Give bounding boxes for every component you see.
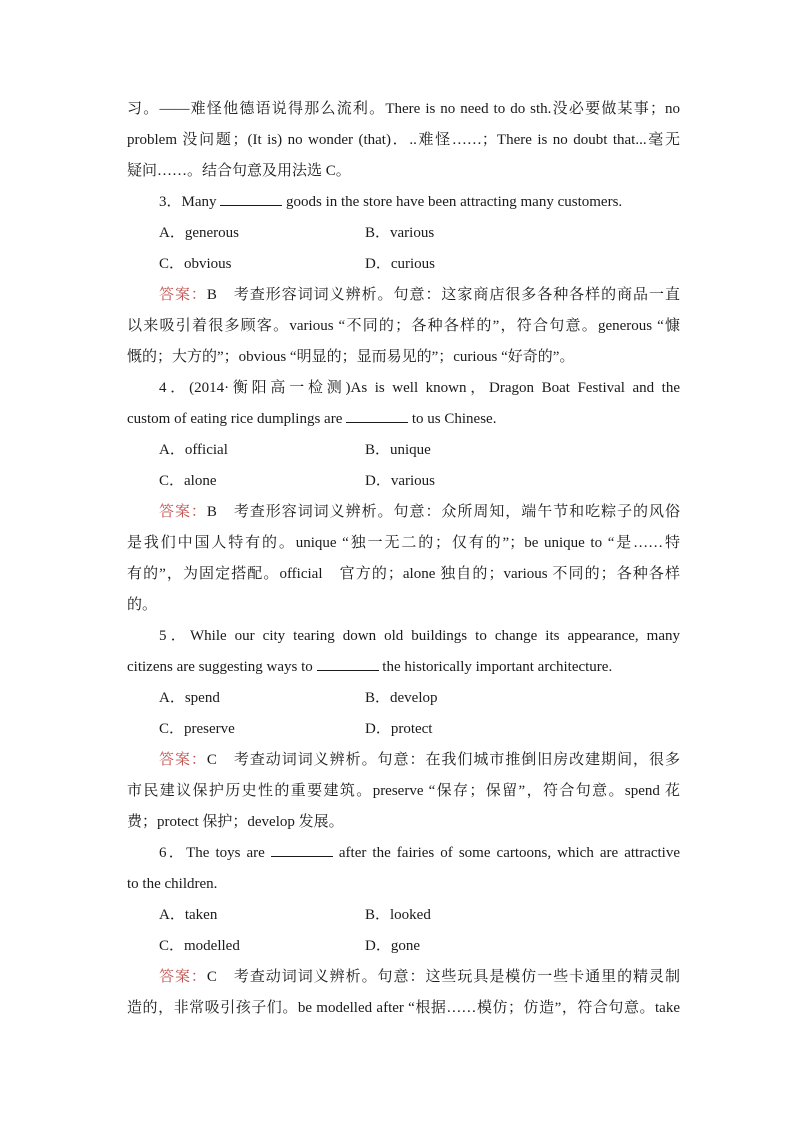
document-page <box>127 94 680 1024</box>
answer-text: C 考查动词词义辨析。句意：在我们城市推倒旧房改建期间，很多 <box>206 752 680 768</box>
question-text: citizens are suggesting ways to <box>127 659 317 675</box>
answer-line: 是我们中国人特有的。unique “独一无二的；仅有的”；be unique to “是……特 <box>127 535 680 551</box>
question-6-stem <box>127 838 680 869</box>
answer-line <box>127 962 680 993</box>
answer-label: 答案： <box>159 287 207 303</box>
option-b: B．unique <box>365 442 431 458</box>
answer-blank <box>346 407 408 423</box>
option-d: D．protect <box>365 721 433 737</box>
option-d: D．various <box>365 473 435 489</box>
options-row <box>127 218 680 249</box>
answer-blank <box>317 655 379 671</box>
text-line: problem 没问题；(It is) no wonder (that)．..难怪……；There is no doubt that...毫无 <box>127 132 680 148</box>
answer-blank <box>220 190 282 206</box>
question-text: goods in the store have been attracting many customers. <box>282 194 623 210</box>
answer-line: 的。 <box>127 597 158 613</box>
answer-line <box>127 497 680 528</box>
question-text: custom of eating rice dumplings are <box>127 411 347 427</box>
options-row <box>127 900 680 931</box>
option-d: D．curious <box>365 256 435 272</box>
question-6-stem-cont: to the children. <box>127 876 218 892</box>
option-c: C．preserve <box>159 721 235 737</box>
option-c: C．modelled <box>159 938 240 954</box>
options-row <box>127 714 680 745</box>
answer-line: 以来吸引着很多顾客。various “不同的；各种各样的”，符合句意。generous “慷 <box>127 318 680 334</box>
question-3-stem <box>127 187 680 218</box>
option-b: B．various <box>365 225 435 241</box>
answer-blank <box>271 841 333 857</box>
answer-label: 答案： <box>159 969 207 985</box>
question-5-stem-cont <box>127 652 680 683</box>
option-b: B．looked <box>365 907 431 923</box>
question-text: to us Chinese. <box>408 411 497 427</box>
question-4-stem: 4．(2014·衡阳高一检测)As is well known，Dragon Boat Festival and the <box>159 380 680 396</box>
answer-line: 有的”，为固定搭配。official 官方的；alone 独自的；various 不同的；各种各样 <box>127 566 680 582</box>
answer-line: 慨的；大方的”；obvious “明显的；显而易见的”；curious “好奇的”。 <box>127 349 575 365</box>
question-text: after the fairies of some cartoons, which are attractive <box>332 845 680 861</box>
answer-line <box>127 280 680 311</box>
text-line: 疑问……。结合句意及用法选 C。 <box>127 163 351 179</box>
options-row <box>127 249 680 280</box>
options-row <box>127 931 680 962</box>
option-a: A．spend <box>159 690 220 706</box>
answer-line: 费；protect 保护；develop 发展。 <box>127 814 344 830</box>
options-row <box>127 683 680 714</box>
answer-text: B 考查形容词词义辨析。句意：这家商店很多各种各样的商品一直 <box>206 287 680 303</box>
answer-text: B 考查形容词词义辨析。句意：众所周知，端午节和吃粽子的风俗 <box>206 504 680 520</box>
answer-text: C 考查动词词义辨析。句意：这些玩具是模仿一些卡通里的精灵制 <box>206 969 680 985</box>
text-line: 习。——难怪他德语说得那么流利。There is no need to do sth.没必要做某事；no <box>127 101 680 117</box>
option-a: A．generous <box>159 225 239 241</box>
option-a: A．taken <box>159 907 218 923</box>
question-text: 6．The toys are <box>159 845 271 861</box>
answer-label: 答案： <box>159 504 207 520</box>
answer-line: 造的，非常吸引孩子们。be modelled after “根据……模仿；仿造”，符合句意。take <box>127 1000 680 1016</box>
option-b: B．develop <box>365 690 438 706</box>
answer-line: 市民建议保护历史性的重要建筑。preserve “保存；保留”，符合句意。spend 花 <box>127 783 680 799</box>
option-d: D．gone <box>365 938 420 954</box>
question-4-stem-cont <box>127 404 680 435</box>
question-5-stem: 5．While our city tearing down old buildings to change its appearance, many <box>159 628 680 644</box>
option-c: C．alone <box>159 473 217 489</box>
answer-label: 答案： <box>159 752 207 768</box>
options-row <box>127 466 680 497</box>
option-a: A．official <box>159 442 228 458</box>
question-text: the historically important architecture. <box>378 659 613 675</box>
question-text: 3．Many <box>159 194 221 210</box>
answer-line <box>127 745 680 776</box>
option-c: C．obvious <box>159 256 232 272</box>
options-row <box>127 435 680 466</box>
